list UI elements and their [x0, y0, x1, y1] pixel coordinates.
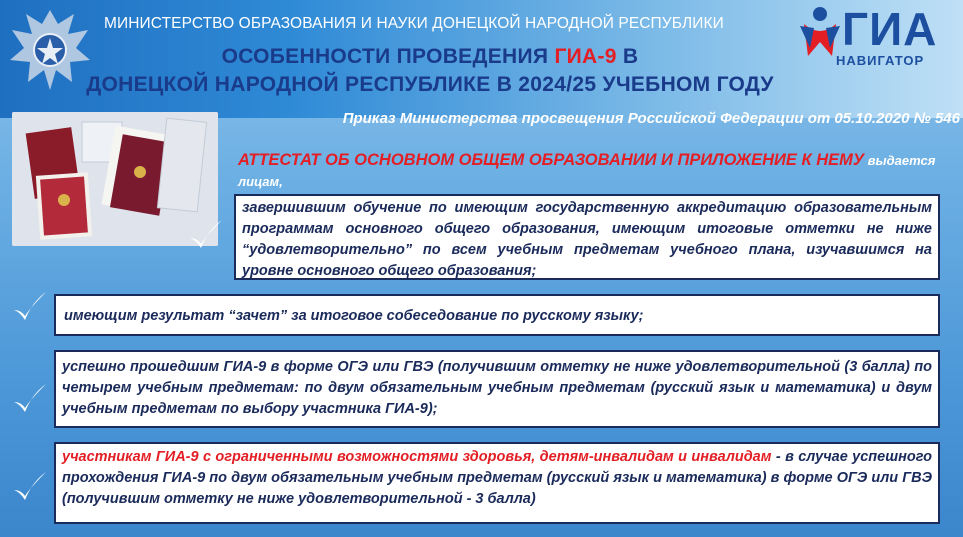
- ministry-name: МИНИСТЕРСТВО ОБРАЗОВАНИЯ И НАУКИ ДОНЕЦКОЙ НАРОДНОЙ РЕСПУБЛИКИ: [104, 15, 724, 32]
- certificate-headline: [238, 150, 938, 192]
- headline-main: АТТЕСТАТ ОБ ОСНОВНОМ ОБЩЕМ ОБРАЗОВАНИИ И ПРИЛОЖЕНИЕ К НЕМУ: [238, 151, 865, 169]
- checkmark-icon: [10, 290, 48, 326]
- checkmark-icon: [10, 382, 48, 418]
- criteria-item-1: [234, 194, 940, 280]
- checkmark-icon: [10, 470, 48, 506]
- title-part2: В: [616, 45, 639, 68]
- title-line2: ДОНЕЦКОЙ НАРОДНОЙ РЕСПУБЛИКЕ В 2024/25 УЧЕБНОМ ГОДУ: [86, 73, 774, 96]
- logo-text: ГИА: [842, 3, 938, 55]
- criteria-text: - в случае успешного прохождения ГИА-9 по двум обязательным учебным предметам (русский язык и математика) в форме ОГЭ или ГВЭ (получившим отметку не ниже удовлетворительной - 3 балла): [62, 449, 932, 507]
- title-part1: ОСОБЕННОСТИ ПРОВЕДЕНИЯ: [221, 45, 555, 68]
- checkmark-icon: [186, 218, 224, 254]
- criteria-item-4: [54, 442, 940, 524]
- criteria-text: успешно прошедшим ГИА-9 в форме ОГЭ или ГВЭ (получившим отметку не ниже удовлетворительной (3 балла) по четырем учебным предметам: по двум обязательным учебным предметам (русский язык и математика) и двум учебным предметам по выбору участника ГИА-9);: [62, 359, 932, 417]
- criteria-item-2: [54, 294, 940, 336]
- criteria-highlight: участникам ГИА-9 с ограниченными возможностями здоровья, детям-инвалидам и инвалидам: [62, 449, 772, 465]
- criteria-text: завершившим обучение по имеющим государственную аккредитацию образовательным программам основного общего образования, имеющим итоговые отметки не ниже “удовлетворительно” по всем учебным предметам учебного плана, изучавшимся на уровне основного общего образования;: [242, 200, 932, 279]
- order-reference: Приказ Министерства просвещения Российской Федерации от 05.10.2020 № 546: [342, 110, 960, 127]
- criteria-text: имеющим результат “зачет” за итоговое собеседование по русскому языку;: [64, 308, 644, 324]
- headline-tail: выдается лицам,: [238, 153, 936, 189]
- logo-subtitle: НАВИГАТОР: [836, 53, 925, 68]
- criteria-item-3: [54, 350, 940, 428]
- page-title: [60, 43, 800, 99]
- title-accent: ГИА-9: [554, 45, 617, 68]
